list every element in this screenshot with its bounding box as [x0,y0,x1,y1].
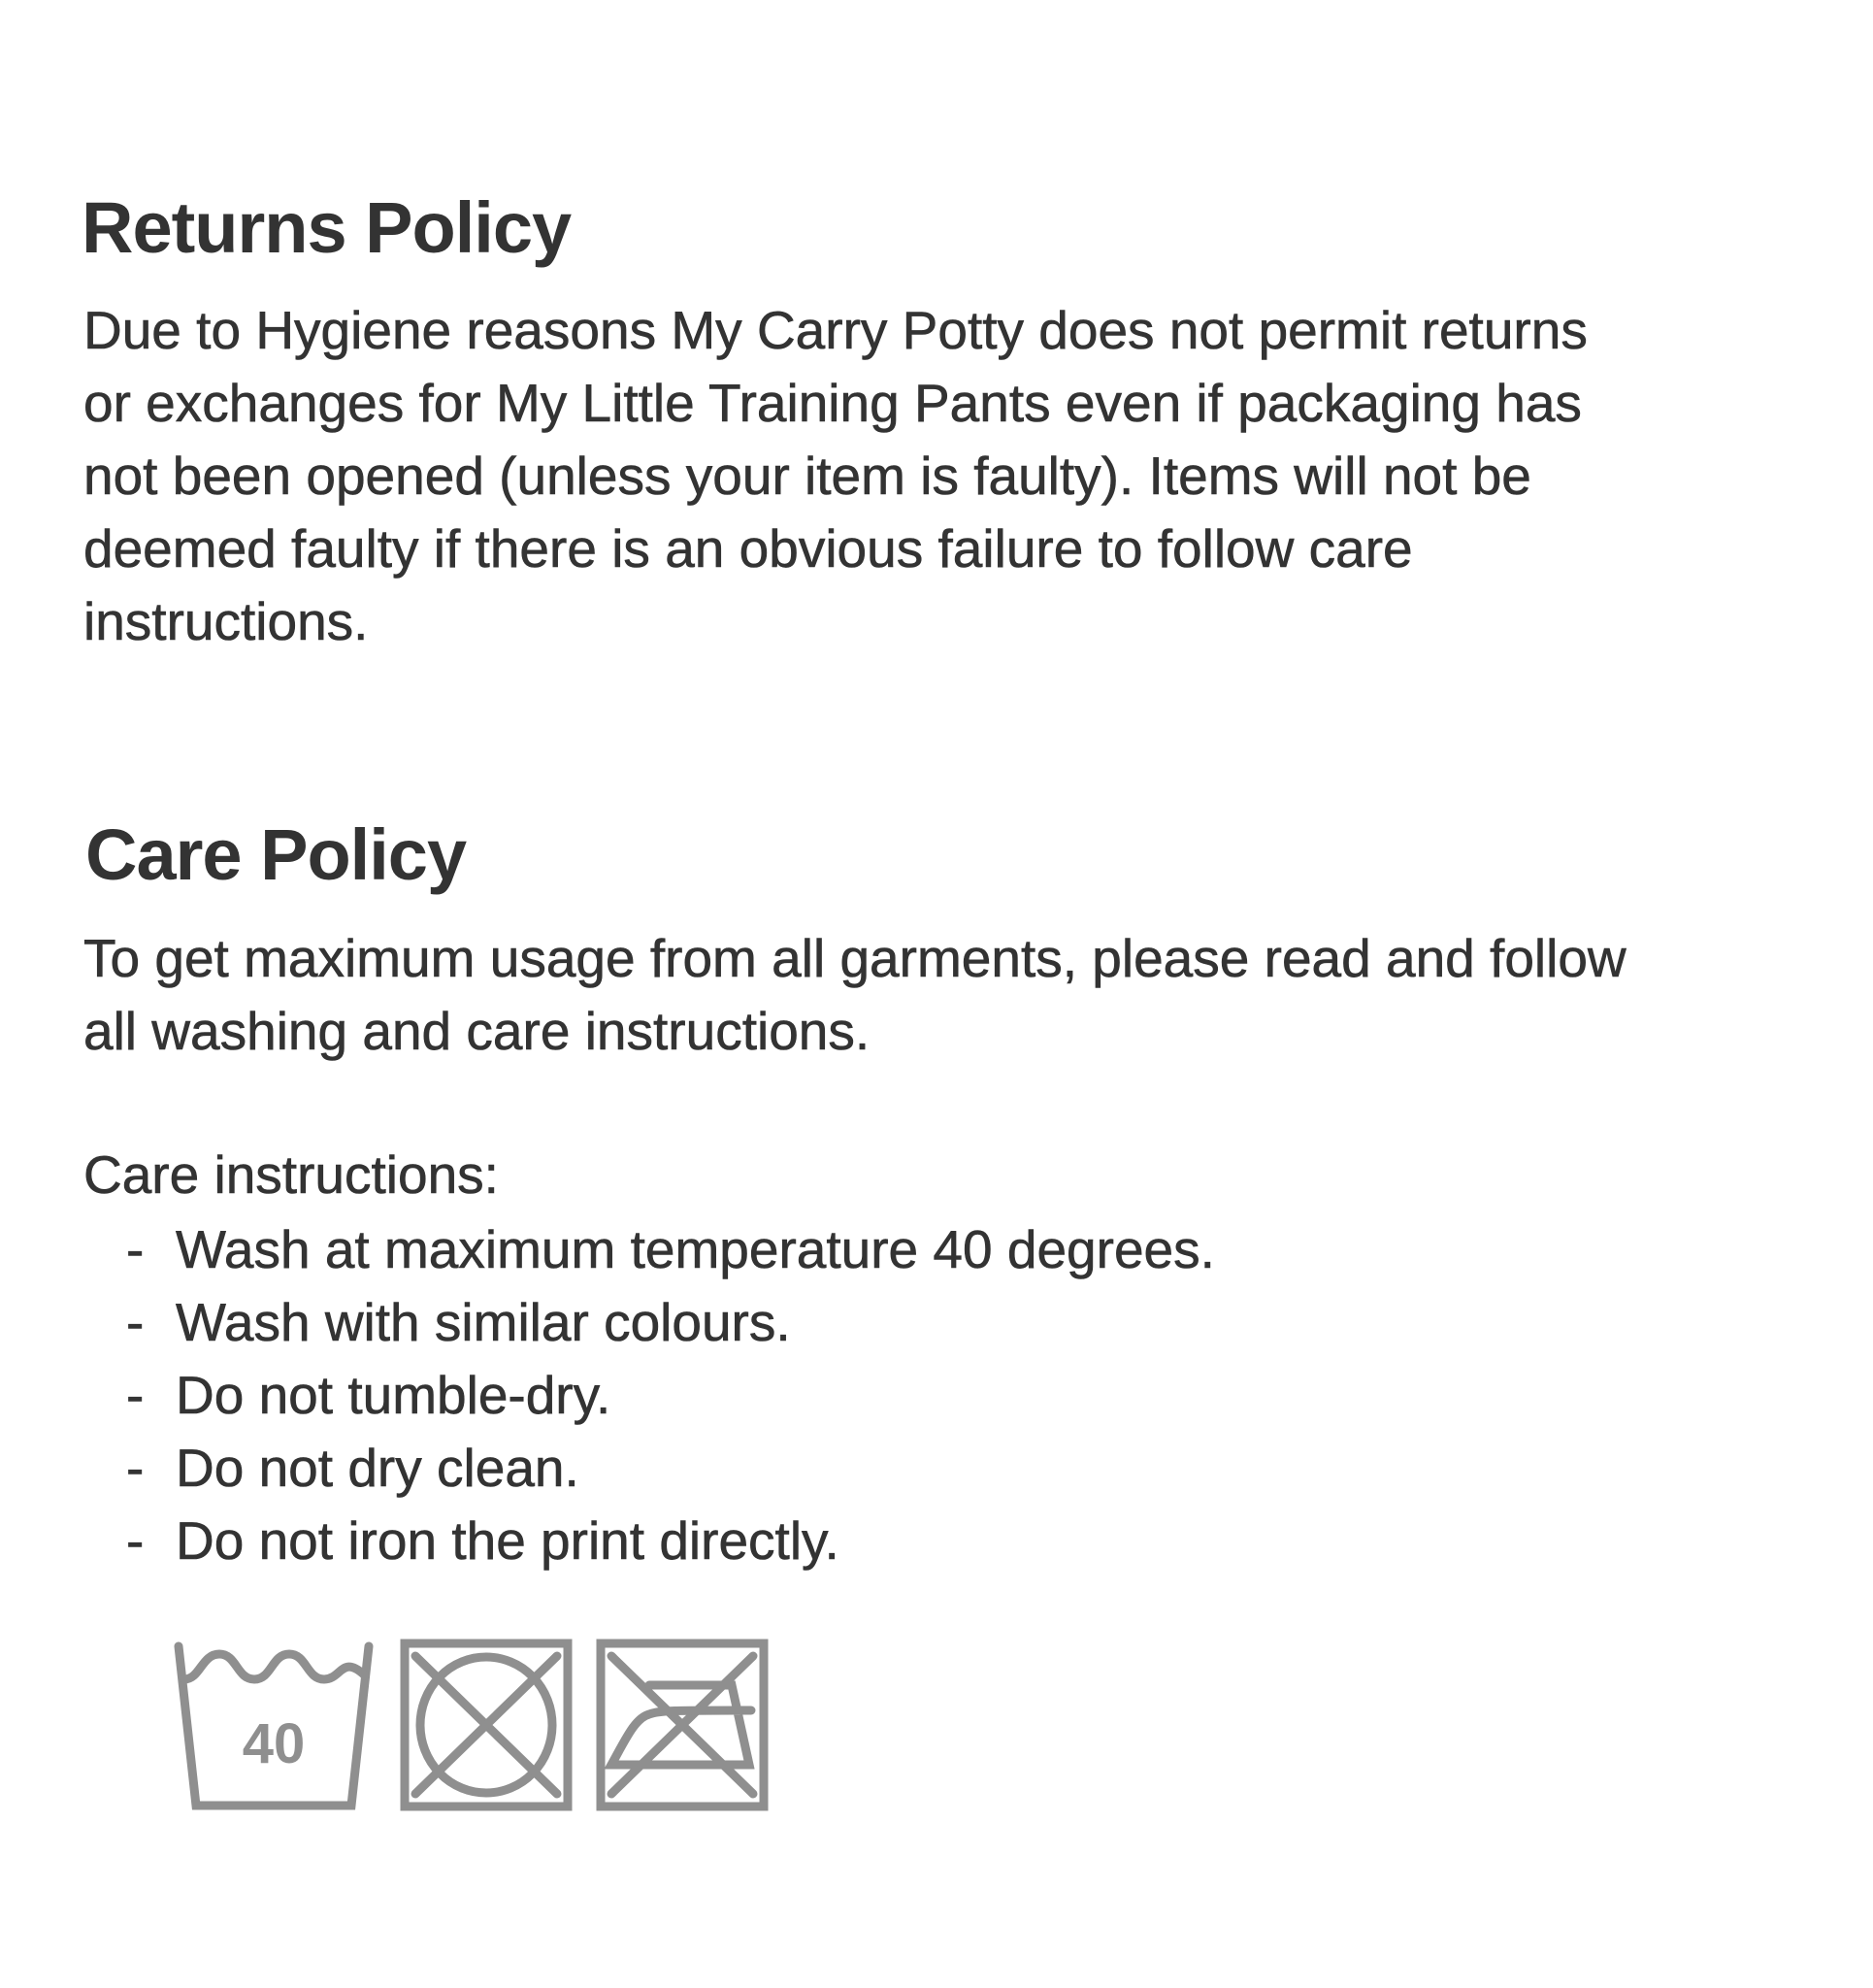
bullet: - [126,1219,145,1279]
wash-40-icon [173,1639,377,1813]
wash-temp: 40 [242,1712,306,1775]
text-line: deemed faulty if there is an obvious failure to follow care [83,518,1413,579]
returns-policy-text [83,294,1588,658]
list-item [126,1213,1215,1286]
no-iron-icon [596,1639,769,1811]
list-item [126,1432,1215,1505]
care-symbols [173,1639,769,1813]
list-item-text: Wash at maximum temperature 40 degrees. [176,1219,1215,1279]
list-item [126,1359,1215,1432]
bullet: - [126,1292,145,1352]
bullet: - [126,1365,145,1425]
returns-policy-title: Returns Policy [82,187,572,268]
care-instructions-label: Care instructions: [83,1144,499,1205]
list-item [126,1505,1215,1577]
text-line: To get maximum usage from all garments, please read and follow [83,928,1627,988]
care-policy-title: Care Policy [85,814,467,895]
bullet: - [126,1438,145,1498]
list-item-text: Do not dry clean. [176,1438,579,1498]
text-line: instructions. [83,591,369,651]
text-line: or exchanges for My Little Training Pants even if packaging has [83,373,1582,433]
text-line: not been opened (unless your item is faulty). Items will not be [83,446,1531,506]
list-item-text: Wash with similar colours. [176,1292,791,1352]
no-dry-clean-icon [400,1639,573,1811]
list-item-text: Do not iron the print directly. [176,1510,839,1571]
bullet: - [126,1510,145,1571]
list-item [126,1286,1215,1359]
text-line: Due to Hygiene reasons My Carry Potty does not permit returns [83,300,1588,360]
care-policy-text [83,922,1627,1068]
care-instructions-list [126,1213,1215,1577]
list-item-text: Do not tumble-dry. [176,1365,611,1425]
text-line: all washing and care instructions. [83,1001,871,1061]
